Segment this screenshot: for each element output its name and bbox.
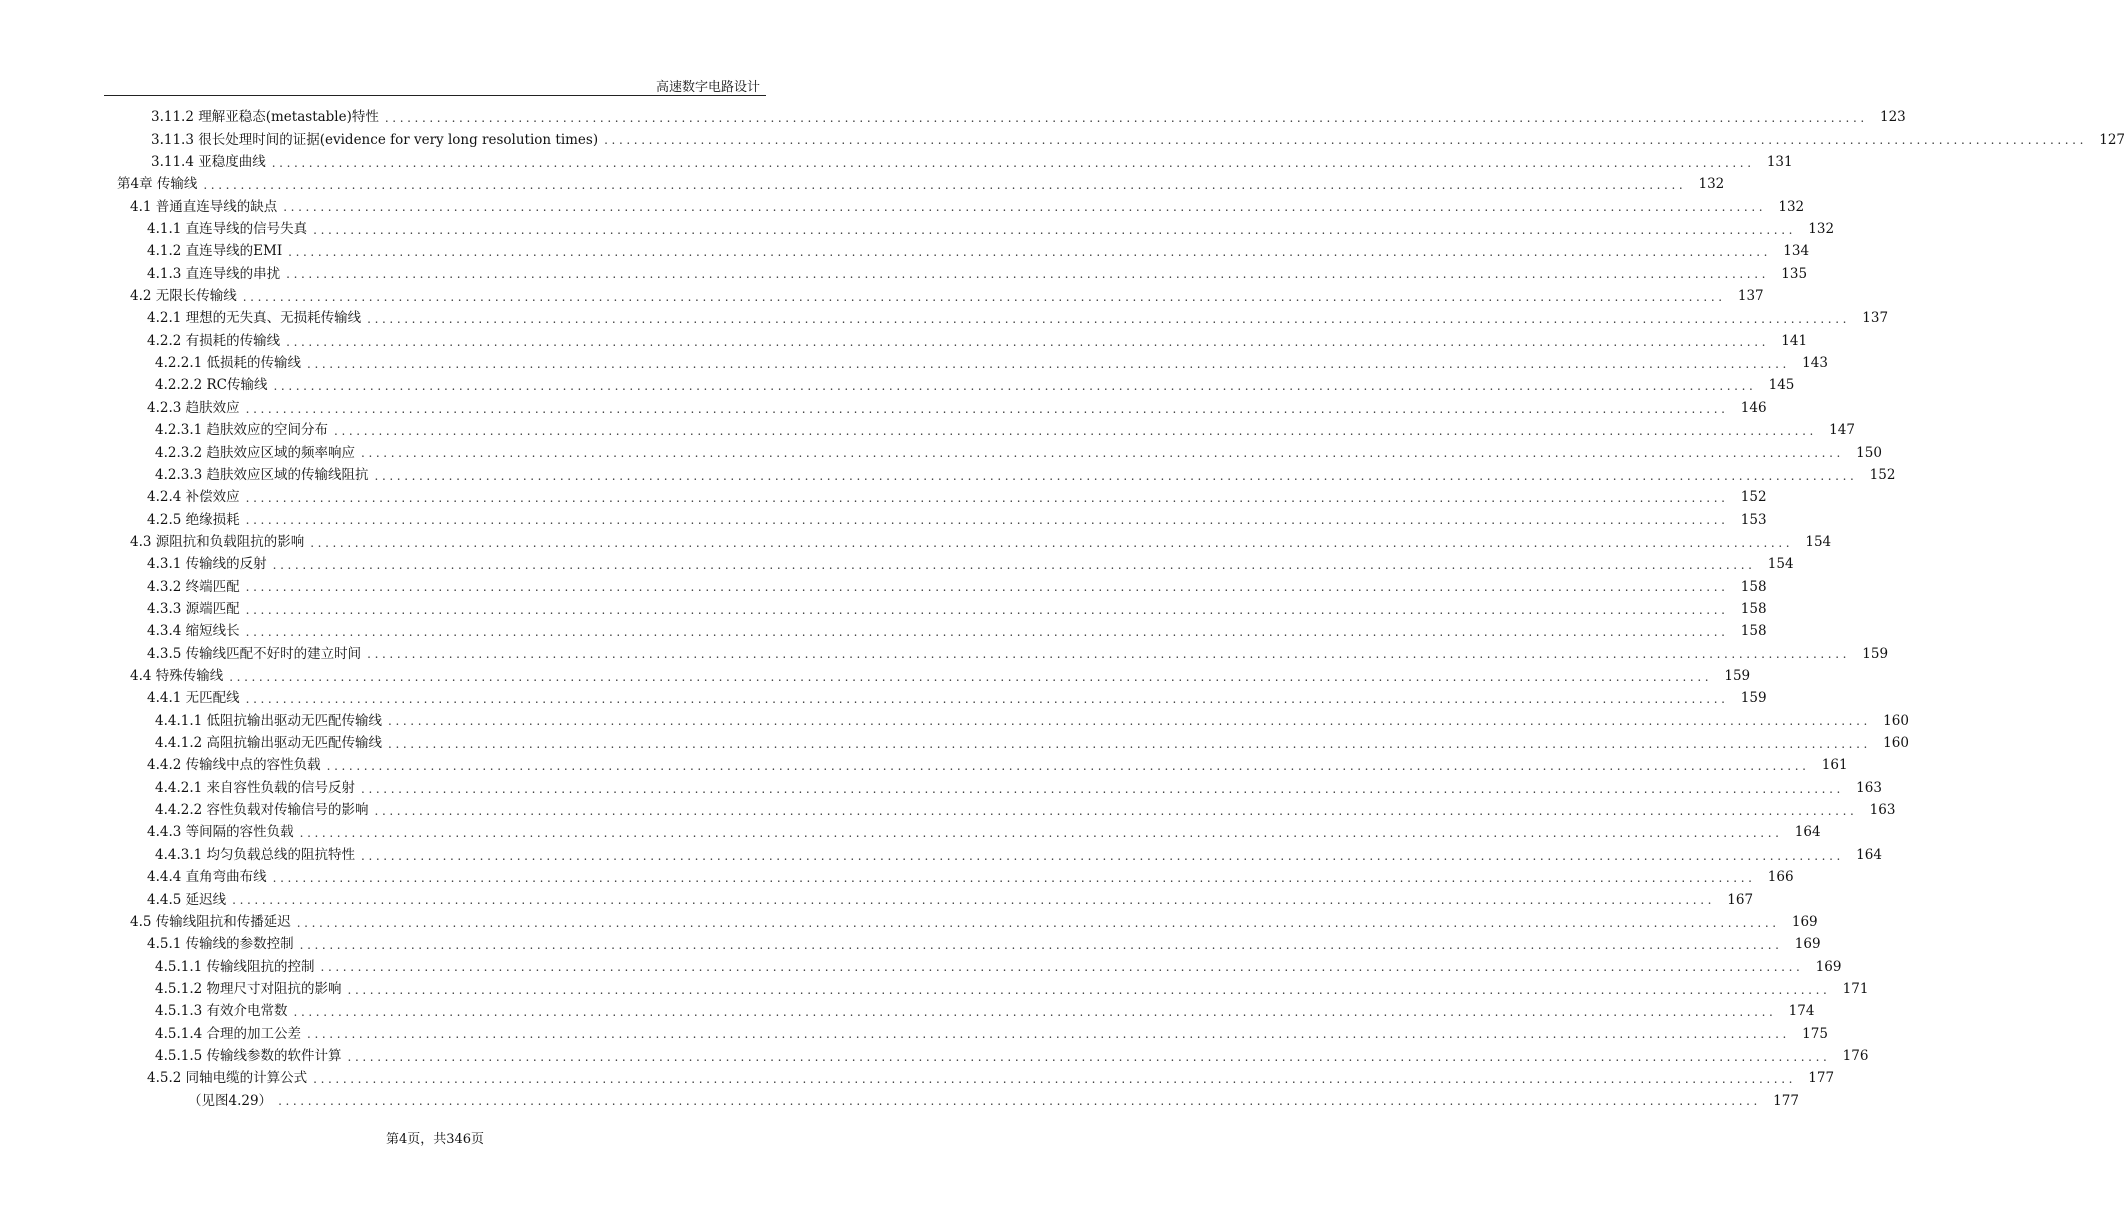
toc-leader-dots: ........................................................................................................................................................................................................ xyxy=(347,982,1831,997)
toc-leader-dots: ........................................................................................................................................................................................................ xyxy=(310,535,1794,550)
toc-entry-page-number: 175 xyxy=(1802,1025,1828,1042)
toc-leader-dots: ........................................................................................................................................................................................................ xyxy=(203,178,1687,193)
toc-entry[interactable] xyxy=(155,733,1909,755)
toc-entry-page-number: 163 xyxy=(1856,779,1882,796)
toc-entry-label: 第4章 传输线 xyxy=(117,176,198,193)
toc-entry-page-number: 146 xyxy=(1740,399,1767,416)
toc-entry-label: 4.4.3 等间隔的容性负载 xyxy=(147,824,294,841)
toc-entry-label: 4.2 无限长传输线 xyxy=(130,288,237,305)
toc-entry-label: 4.5.1.2 物理尺寸对阻抗的影响 xyxy=(155,980,342,997)
toc-entry[interactable] xyxy=(155,979,1869,1001)
toc-entry[interactable] xyxy=(155,710,1909,732)
toc-entry[interactable] xyxy=(155,420,1855,442)
toc-leader-dots: ........................................................................................................................................................................................................ xyxy=(286,334,1770,349)
toc-entry-label: 4.4.4 直角弯曲布线 xyxy=(147,869,267,886)
toc-entry[interactable] xyxy=(130,196,1805,218)
toc-entry-label: 4.4.1.1 低阻抗输出驱动无匹配传输线 xyxy=(155,712,383,729)
toc-entry-label: 4.3.5 传输线匹配不好时的建立时间 xyxy=(147,645,362,662)
toc-entry-page-number: 145 xyxy=(1768,377,1795,394)
toc-entry[interactable] xyxy=(147,688,1767,710)
toc-entry[interactable] xyxy=(130,666,1751,688)
toc-entry[interactable] xyxy=(151,152,1793,174)
toc-entry[interactable] xyxy=(155,375,1795,397)
toc-entry[interactable] xyxy=(151,129,2125,151)
toc-entry-page-number: 164 xyxy=(1856,846,1882,863)
toc-entry-page-number: 171 xyxy=(1842,980,1869,997)
toc-leader-dots: ........................................................................................................................................................................................................ xyxy=(320,960,1804,975)
toc-leader-dots: ........................................................................................................................................................................................................ xyxy=(245,513,1729,528)
toc-entry-page-number: 127 xyxy=(2099,131,2125,148)
toc-leader-dots: ........................................................................................................................................................................................................ xyxy=(245,602,1729,617)
toc-entry[interactable] xyxy=(155,442,1882,464)
toc-entry-label: 4.5.1.4 合理的加工公差 xyxy=(155,1025,302,1042)
toc-entry-page-number: 131 xyxy=(1766,153,1793,170)
toc-leader-dots: ........................................................................................................................................................................................................ xyxy=(242,289,1726,304)
toc-entry-page-number: 163 xyxy=(1869,802,1896,819)
toc-leader-dots: ........................................................................................................................................................................................................ xyxy=(245,580,1729,595)
running-header-title: 高速数字电路设计 xyxy=(655,80,760,95)
toc-entry[interactable] xyxy=(147,643,1889,665)
toc-leader-dots: ........................................................................................................................................................................................................ xyxy=(229,669,1713,684)
toc-entry[interactable] xyxy=(147,599,1767,621)
toc-leader-dots: ........................................................................................................................................................................................................ xyxy=(245,490,1729,505)
toc-entry[interactable] xyxy=(147,889,1754,911)
toc-entry-label: 4.4.3.1 均匀负载总线的阻抗特性 xyxy=(155,846,356,863)
toc-entry[interactable] xyxy=(155,845,1882,867)
toc-leader-dots: ........................................................................................................................................................................................................ xyxy=(283,200,1767,215)
toc-leader-dots: ........................................................................................................................................................................................................ xyxy=(374,803,1858,818)
toc-entry-label: 4.5.1.5 传输线参数的软件计算 xyxy=(155,1047,342,1064)
toc-leader-dots: ........................................................................................................................................................................................................ xyxy=(384,111,1868,125)
toc-entry-page-number: 160 xyxy=(1883,712,1909,729)
toc-leader-dots: ........................................................................................................................................................................................................ xyxy=(334,423,1817,438)
toc-entry[interactable] xyxy=(155,778,1882,800)
toc-leader-dots: ........................................................................................................................................................................................................ xyxy=(273,379,1757,394)
toc-entry-label: 4.5.1 传输线的参数控制 xyxy=(147,936,294,953)
toc-leader-dots: ........................................................................................................................................................................................................ xyxy=(388,714,1871,729)
toc-entry-label: 4.2.2.2 RC传输线 xyxy=(155,377,268,394)
toc-entry[interactable] xyxy=(155,353,1828,375)
toc-leader-dots: ........................................................................................................................................................................................................ xyxy=(313,222,1797,237)
toc-entry[interactable] xyxy=(151,107,1906,129)
toc-entry-page-number: 153 xyxy=(1740,511,1767,528)
toc-entry-page-number: 167 xyxy=(1727,891,1754,908)
toc-entry-label: 4.2.3.1 趋肤效应的空间分布 xyxy=(155,422,329,439)
toc-entry-label: 4.4.2 传输线中点的容性负载 xyxy=(147,757,321,774)
toc-entry-page-number: 152 xyxy=(1869,466,1896,483)
toc-entry-page-number: 161 xyxy=(1821,757,1848,774)
toc-leader-dots: ........................................................................................................................................................................................................ xyxy=(388,736,1871,751)
toc-entry[interactable] xyxy=(147,219,1835,241)
toc-entry-label: （见图4.29） xyxy=(188,1092,273,1109)
toc-leader-dots: ........................................................................................................................................................................................................ xyxy=(245,692,1729,707)
toc-entry-page-number: 177 xyxy=(1773,1092,1799,1109)
toc-entry-page-number: 154 xyxy=(1805,533,1832,550)
toc-entry-page-number: 174 xyxy=(1788,1003,1815,1020)
toc-leader-dots: ........................................................................................................................................................................................................ xyxy=(232,893,1716,908)
toc-entry[interactable] xyxy=(155,1023,1828,1045)
toc-entry-label: 4.4.5 延迟线 xyxy=(147,891,227,908)
toc-entry-label: 4.3.4 缩短线长 xyxy=(147,623,240,640)
toc-entry-page-number: 158 xyxy=(1740,623,1767,640)
toc-leader-dots: ........................................................................................................................................................................................................ xyxy=(271,155,1755,170)
toc-entry-page-number: 160 xyxy=(1883,735,1909,752)
toc-entry[interactable] xyxy=(147,554,1794,576)
toc-leader-dots: ........................................................................................................................................................................................................ xyxy=(293,1005,1777,1019)
toc-entry-page-number: 158 xyxy=(1740,600,1767,617)
toc-entry-page-number: 154 xyxy=(1767,556,1794,573)
toc-leader-dots: ........................................................................................................................................................................................................ xyxy=(245,401,1729,416)
toc-entry-page-number: 158 xyxy=(1740,578,1767,595)
toc-entry-label: 4.4.1.2 高阻抗输出驱动无匹配传输线 xyxy=(155,735,383,752)
toc-leader-dots: ........................................................................................................................................................................................................ xyxy=(307,356,1790,371)
toc-entry-page-number: 137 xyxy=(1737,288,1764,305)
toc-entry-label: 4.1.3 直连导线的串扰 xyxy=(147,265,281,282)
toc-entry-page-number: 169 xyxy=(1815,958,1842,975)
toc-entry-page-number: 137 xyxy=(1862,310,1889,327)
toc-entry-label: 3.11.4 亚稳度曲线 xyxy=(151,153,266,170)
toc-leader-dots: ........................................................................................................................................................................................................ xyxy=(361,848,1844,863)
toc-entry-page-number: 159 xyxy=(1724,668,1751,684)
toc-entry-label: 4.4.2.1 来自容性负载的信号反射 xyxy=(155,779,356,796)
toc-entry-label: 4.5.2 同轴电缆的计算公式 xyxy=(147,1070,308,1087)
toc-entry[interactable] xyxy=(147,241,1810,263)
toc-entry[interactable] xyxy=(155,1001,1815,1023)
toc-entry-label: 4.1.2 直连导线的EMI xyxy=(147,243,283,260)
toc-entry-label: 4.5.1.3 有效介电常数 xyxy=(155,1003,288,1020)
toc-leader-dots: ........................................................................................................................................................................................................ xyxy=(299,937,1783,952)
toc-entry[interactable] xyxy=(147,398,1767,420)
toc-leader-dots: ........................................................................................................................................................................................................ xyxy=(604,133,2088,148)
toc-entry-label: 4.2.1 理想的无失真、无损耗传输线 xyxy=(147,310,362,327)
toc-entry-page-number: 143 xyxy=(1802,355,1828,372)
toc-entry-label: 4.2.2.1 低损耗的传输线 xyxy=(155,355,302,372)
toc-entry-page-number: 159 xyxy=(1862,645,1889,662)
toc-entry[interactable] xyxy=(188,1090,1799,1112)
toc-entry[interactable] xyxy=(155,465,1896,487)
toc-entry-page-number: 132 xyxy=(1778,198,1805,215)
toc-entry[interactable] xyxy=(155,800,1896,822)
toc-leader-dots: ........................................................................................................................................................................................................ xyxy=(326,759,1810,774)
toc-entry-label: 4.4.1 无匹配线 xyxy=(147,690,240,707)
toc-leader-dots: ........................................................................................................................................................................................................ xyxy=(374,468,1858,483)
toc-leader-dots: ........................................................................................................................................................................................................ xyxy=(313,1072,1797,1087)
toc-leader-dots: ........................................................................................................................................................................................................ xyxy=(361,781,1844,796)
toc-leader-dots: ........................................................................................................................................................................................................ xyxy=(367,647,1851,662)
toc-entry-page-number: 141 xyxy=(1781,332,1808,349)
toc-entry-page-number: 132 xyxy=(1698,176,1725,193)
toc-entry-page-number: 135 xyxy=(1781,265,1808,282)
toc-entry-label: 4.5.1.1 传输线阻抗的控制 xyxy=(155,958,315,975)
toc-entry[interactable] xyxy=(147,308,1889,330)
toc-entry-label: 4.2.2 有损耗的传输线 xyxy=(147,332,281,349)
toc-entry-label: 4.4.2.2 容性负载对传输信号的影响 xyxy=(155,802,369,819)
page-footer: 第4页，共346页 xyxy=(385,1132,485,1147)
toc-entry[interactable] xyxy=(147,263,1808,285)
toc-leader-dots: ........................................................................................................................................................................................................ xyxy=(286,267,1770,282)
toc-entry-page-number: 169 xyxy=(1791,913,1818,930)
toc-leader-dots: ........................................................................................................................................................................................................ xyxy=(288,245,1772,260)
toc-entry[interactable] xyxy=(147,1068,1835,1090)
toc-entry-label: 4.2.4 补偿效应 xyxy=(147,489,240,506)
toc-entry-label: 4.3.3 源端匹配 xyxy=(147,600,240,617)
toc-leader-dots: ........................................................................................................................................................................................................ xyxy=(278,1094,1761,1109)
toc-entry[interactable] xyxy=(147,576,1767,598)
toc-entry-page-number: 177 xyxy=(1808,1070,1835,1087)
toc-leader-dots: ........................................................................................................................................................................................................ xyxy=(272,870,1756,885)
toc-entry-label: 4.2.3 趋肤效应 xyxy=(147,399,240,416)
toc-entry-page-number: 176 xyxy=(1842,1047,1869,1064)
toc-entry-page-number: 164 xyxy=(1794,824,1821,841)
toc-entry-page-number: 147 xyxy=(1829,422,1855,439)
toc-entry-label: 4.5 传输线阻抗和传播延迟 xyxy=(130,913,291,930)
toc-entry[interactable] xyxy=(130,286,1764,308)
toc-leader-dots: ........................................................................................................................................................................................................ xyxy=(367,312,1851,327)
toc-entry[interactable] xyxy=(147,331,1808,353)
toc-entry[interactable] xyxy=(155,1046,1869,1068)
toc-entry[interactable] xyxy=(147,934,1821,956)
toc-entry[interactable] xyxy=(147,867,1794,889)
toc-entry-label: 3.11.2 理解亚稳态(metastable)特性 xyxy=(151,109,379,126)
toc-entry[interactable] xyxy=(147,621,1767,643)
toc-entry[interactable] xyxy=(155,956,1842,978)
toc-entry-label: 4.1.1 直连导线的信号失真 xyxy=(147,221,308,237)
toc-entry[interactable] xyxy=(130,912,1818,934)
toc-entry-label: 4.2.3.3 趋肤效应区域的传输线阻抗 xyxy=(155,466,369,483)
header-rule xyxy=(104,95,766,96)
toc-entry[interactable] xyxy=(147,509,1767,531)
toc-entry[interactable] xyxy=(130,532,1832,554)
toc-leader-dots: ........................................................................................................................................................................................................ xyxy=(296,915,1780,930)
toc-entry-label: 4.2.5 绝缘损耗 xyxy=(147,511,240,528)
toc-entry-page-number: 123 xyxy=(1880,109,1906,126)
toc-entry-page-number: 152 xyxy=(1740,489,1767,506)
toc-entry[interactable] xyxy=(147,755,1848,777)
toc-entry-page-number: 166 xyxy=(1767,869,1794,886)
toc-entry-page-number: 150 xyxy=(1856,444,1882,461)
toc-entry-page-number: 169 xyxy=(1794,936,1821,953)
toc-entry-label: 4.3.1 传输线的反射 xyxy=(147,556,267,573)
toc-leader-dots: ........................................................................................................................................................................................................ xyxy=(307,1027,1790,1042)
toc-leader-dots: ........................................................................................................................................................................................................ xyxy=(272,558,1756,572)
toc-entry[interactable] xyxy=(147,822,1821,844)
toc-entry-label: 4.2.3.2 趋肤效应区域的频率响应 xyxy=(155,444,356,461)
toc-leader-dots: ........................................................................................................................................................................................................ xyxy=(361,446,1844,461)
toc-entry-page-number: 132 xyxy=(1808,221,1835,237)
toc-entry-page-number: 134 xyxy=(1783,243,1810,260)
toc-entry-label: 3.11.3 很长处理时间的证据(evidence for very long resolution times) xyxy=(151,131,599,148)
toc-leader-dots: ........................................................................................................................................................................................................ xyxy=(299,826,1783,841)
toc-leader-dots: ........................................................................................................................................................................................................ xyxy=(347,1049,1831,1064)
toc-entry-label: 4.3 源阻抗和负载阻抗的影响 xyxy=(130,533,305,550)
toc-leader-dots: ........................................................................................................................................................................................................ xyxy=(245,625,1729,640)
toc-entry-label: 4.3.2 终端匹配 xyxy=(147,578,240,595)
toc-entry[interactable] xyxy=(147,487,1767,509)
toc-entry-label: 4.1 普通直连导线的缺点 xyxy=(130,198,278,215)
toc-entry-page-number: 159 xyxy=(1740,690,1767,707)
toc-entry[interactable] xyxy=(117,174,1725,196)
toc-entry-label: 4.4 特殊传输线 xyxy=(130,668,224,684)
